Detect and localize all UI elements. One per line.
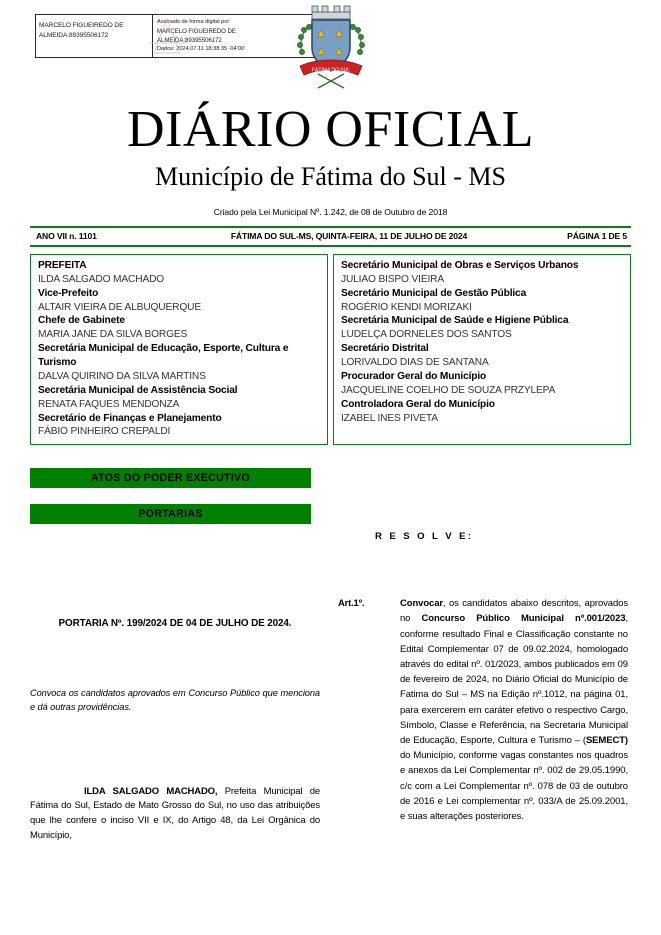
official-role: PREFEITA [38,259,87,271]
body-column-right [338,524,628,843]
article-1-verb: Convocar [400,598,444,610]
official-name: JACQUELINE COELHO DE SOUZA PRZYLEPA [341,384,556,396]
masthead-subtitle: Município de Fátima do Sul - MS [155,162,506,192]
official-role: Secretária Municipal de Assistência Social [38,384,238,396]
official-role: Vice-Prefeito [38,287,99,299]
article-1-text-part-3: do Município, conforme vagas constantes nos quadros e anexos da Lei Complementar nº. 002 de 29.05.1990, c/c com a Lei Complementar nº. 078 de 03 de outubro de 2016 e Lei complementar nº. 033/A de 25.09.2001, e suas alterações posteriores. [400,750,628,822]
official-role: Chefe de Gabinete [38,315,125,327]
official-role: Secretária Municipal de Educação, Esporte, Cultura e Turismo [38,343,289,369]
paragraph-prefeita [30,785,320,844]
official-name: ALTAIR VIEIRA DE ALBUQUERQUE [38,301,201,313]
section-banner-portarias: PORTARIAS [30,504,311,524]
officials-directory [30,254,631,445]
section-banner-atos: ATOS DO PODER EXECUTIVO [30,468,311,488]
municipal-coat-of-arms-icon [292,4,370,96]
official-role: Controladora Geral do Município [341,398,495,410]
page-title: DIÁRIO OFICIAL [126,101,535,158]
portaria-title: PORTARIA Nº. 199/2024 DE 04 DE JULHO DE 2024. [58,618,292,630]
official-role: Secretário Municipal de Gestão Pública [341,287,527,299]
prefeita-attribution: Prefeita Municipal de Fátima do Sul, Estado de Mato Grosso do Sul, no uso das atribuições que lhe confere o inciso VII e IX, do Artigo 48, da Lei Orgânica do Município, [30,785,320,841]
masthead-law-line: Criado pela Lei Municipal Nº. 1.242, de 08 de Outubro de 2018 [213,206,448,217]
resolve-heading: R E S O L V E: [375,531,474,543]
official-role: Secretário Distrital [341,343,429,355]
article-1-semect-acronym: SEMECT) [585,734,628,746]
official-name: MARIA JANE DA SILVA BORGES [38,329,188,341]
article-1-text-part-1: , os candidatos abaixo descritos, aprovados no [400,598,628,625]
official-role: Secretário Municipal de Obras e Serviços Urbanos [341,259,579,271]
article-1-paragraph [338,596,628,824]
signature-name-line-1: MARCELO FIGUEIREDO DE [157,27,236,35]
edition-date: FÁTIMA DO SUL-MS, QUINTA-FEIRA, 11 DE JULHO DE 2024 [230,231,468,242]
official-name: ROGÉRIO KENDI MORIZAKI [341,301,472,313]
header-top-row [30,0,631,100]
official-name: LUDELÇA DORNELES DOS SANTOS [341,329,512,341]
article-1-label: Art.1º. [338,598,365,610]
official-name: DALVA QUIRINO DA SILVA MARTINS [38,370,206,382]
official-name: JULIAO BISPO VIEIRA [341,273,445,285]
official-name: FÁBIO PINHEIRO CREPALDI [38,426,171,438]
prefeita-name: ILDA SALGADO MACHADO, [84,785,218,797]
officials-column-left [30,254,328,445]
edition-info-bar [30,226,631,247]
portaria-ementa: Convoca os candidatos aprovados em Concurso Público que menciona e dá outras providências. [30,687,320,712]
signature-timestamp: Dados: 2024.07.11 18:38:35 -04'00' [157,45,245,52]
official-role: Secretário de Finanças e Planejamento [38,412,222,424]
crest-banner-text: FÁTIMA DO SUL [311,67,350,74]
article-1-concurso-ref: Concurso Público Municipal nº.001/2023 [421,613,626,625]
edition-year-number: ANO VII n. 1101 [36,231,97,242]
official-name: ILDA SALGADO MACHADO [38,273,165,285]
signature-name-line-2: ALMEIDA:89395506172 [157,36,222,44]
official-name: RENATA FAQUES MENDONZA [38,398,180,410]
signature-mark-icon [147,17,189,57]
body-column-left [30,524,320,843]
officials-column-right [333,254,631,445]
digital-signature-box [35,14,322,58]
official-role: Procurador Geral do Município [341,370,487,382]
page-number: PÁGINA 1 DE 5 [567,231,627,242]
article-1-text-part-2: , conforme resultado Final e Classificação constante no Edital Complementar 07 de 09.02.2024, homologado através do edital nº. 01/2023, ambos publicados em 09 de fevereiro de 2024, no Diário Oficial do Município de Fatima do Sul – MS na Edição nº.1012, na página 01, para exercerem em caráter efetivo o respectivo Cargo, Símbolo, Classe e Referência, na Secretaria Municipal de Educação, Esporte, Cultura e Turismo – ( [400,613,628,746]
official-role: Secretária Municipal de Saúde e Higiene Pública [341,315,569,327]
official-name: IZABEL INES PIVETA [341,412,438,424]
signature-subject-name: MARCELO FIGUEIREDO DE ALMEIDA:89395506172 [36,15,153,57]
signature-assinado-label: Assinado de forma digital por [157,19,230,25]
official-name: LORIVALDO DIAS DE SANTANA [341,357,489,369]
two-column-body [30,524,631,843]
masthead [30,102,631,217]
